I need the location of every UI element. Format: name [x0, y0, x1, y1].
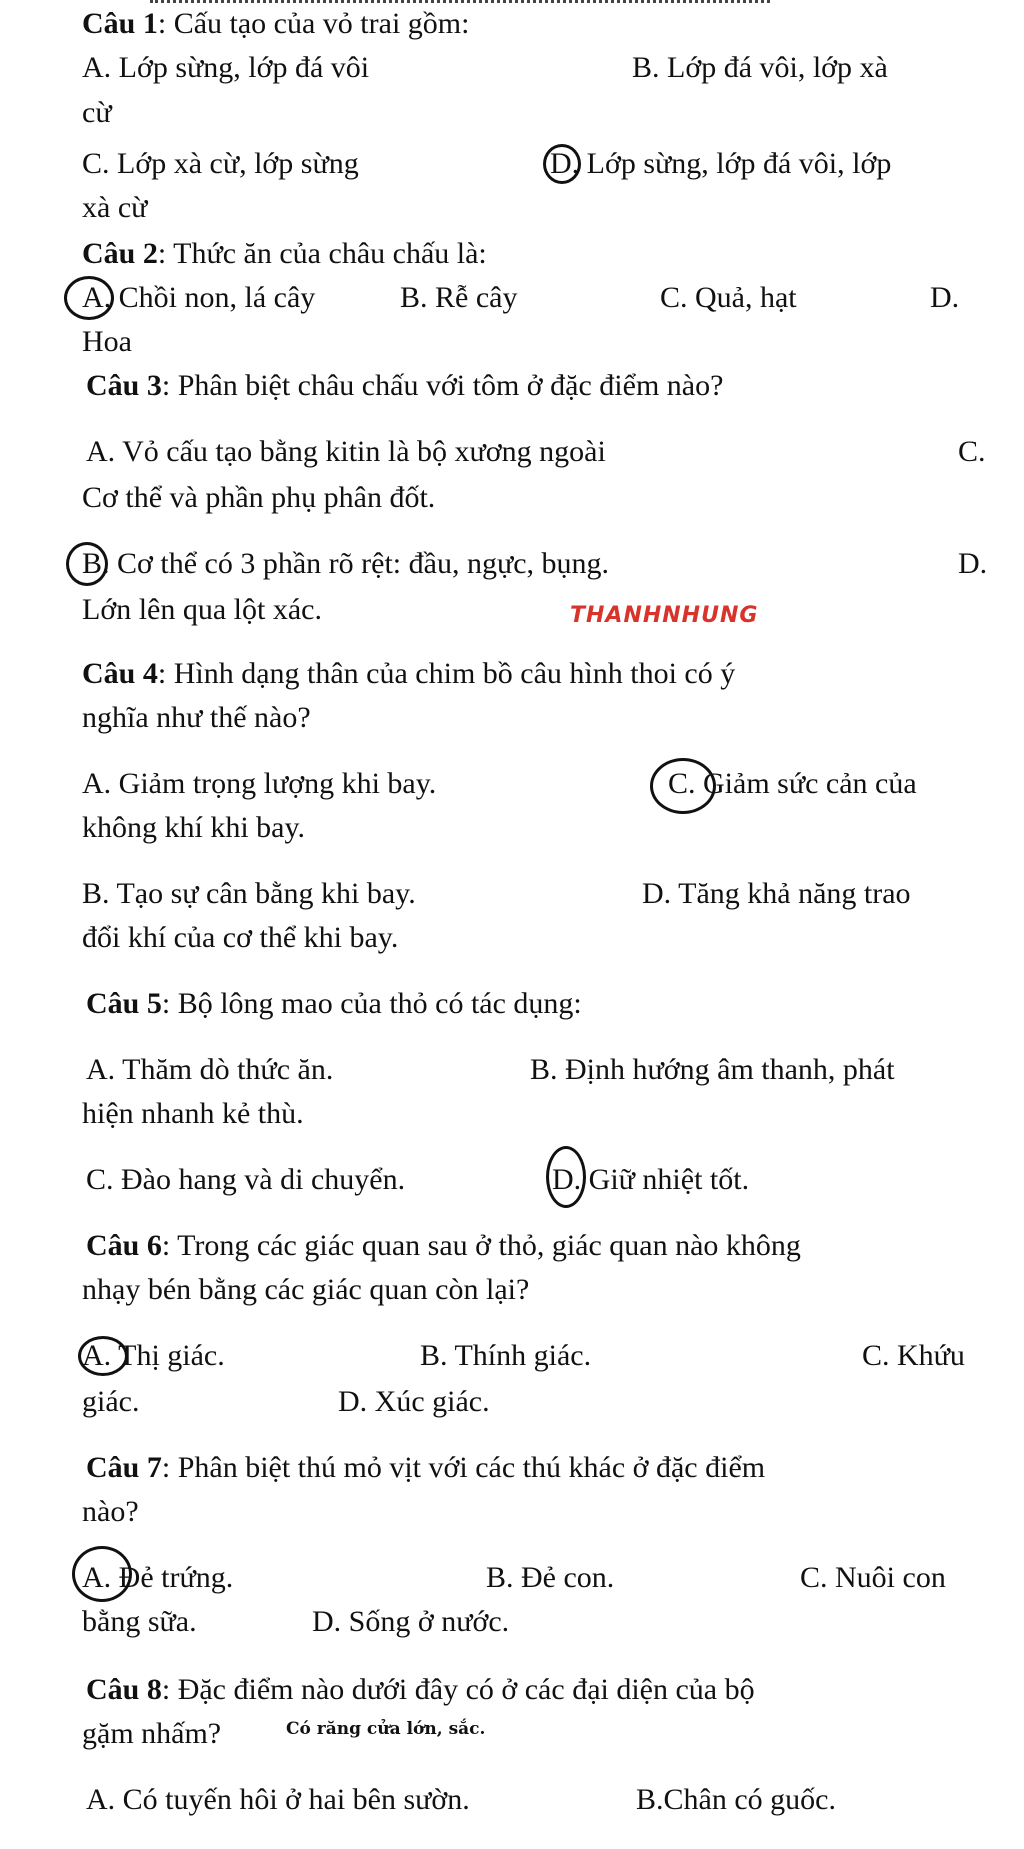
question-label: Câu 1	[82, 7, 158, 40]
option-d: D. Giữ nhiệt tốt.	[552, 1163, 750, 1196]
option-c: C. Lớp xà cừ, lớp sừng	[82, 147, 359, 180]
option-b: B. Tạo sự cân bằng khi bay.	[82, 877, 416, 910]
handwritten-note: Có răng cửa lớn, sắc.	[286, 1719, 486, 1739]
option-c: C. Giảm sức cản của	[668, 767, 917, 800]
answer-circle	[64, 276, 114, 320]
answer-circle	[543, 144, 581, 184]
option-c: C.	[958, 435, 986, 468]
option-a: A. Thăm dò thức ăn.	[86, 1053, 334, 1086]
option-d-continued: đổi khí của cơ thể khi bay.	[82, 921, 399, 954]
option-b: B. Cơ thể có 3 phần rõ rệt: đầu, ngực, bụng.	[82, 547, 610, 580]
answer-circle	[78, 1336, 128, 1376]
question-text-continued: nghĩa như thế nào?	[82, 701, 311, 734]
option-d: D. Lớp sừng, lớp đá vôi, lớp	[550, 147, 892, 180]
option-d: D.	[930, 281, 960, 314]
option-b: B. Thính giác.	[420, 1339, 592, 1372]
option-d: D. Xúc giác.	[338, 1385, 490, 1418]
option-b: B. Đẻ con.	[486, 1561, 615, 1594]
question-label: Câu 4	[82, 657, 158, 690]
question-text: : Hình dạng thân của chim bồ câu hình thoi có ý	[157, 657, 736, 690]
option-c: C. Nuôi con	[800, 1561, 946, 1594]
option-c-continued: Cơ thể và phần phụ phân đốt.	[82, 481, 436, 514]
option-a: A. Giảm trọng lượng khi bay.	[82, 767, 437, 800]
question-label: Câu 6	[86, 1229, 162, 1262]
option-a: A. Thị giác.	[82, 1339, 225, 1372]
question-label: Câu 5	[86, 987, 162, 1020]
option-b: B.Chân có guốc.	[636, 1783, 836, 1816]
answer-circle	[650, 758, 716, 814]
question-text: : Trong các giác quan sau ở thỏ, giác quan nào không	[161, 1229, 801, 1262]
option-b-continued: hiện nhanh kẻ thù.	[82, 1097, 304, 1130]
option-c: C. Đào hang và di chuyển.	[86, 1163, 406, 1196]
option-c: C. Quả, hạt	[660, 281, 797, 314]
question-text-continued: nhạy bén bằng các giác quan còn lại?	[82, 1273, 530, 1306]
option-d-continued: Lớn lên qua lột xác.	[82, 593, 322, 626]
option-d: D. Tăng khả năng trao	[642, 877, 911, 910]
option-c-continued: không khí khi bay.	[82, 811, 306, 844]
option-a: A. Vỏ cấu tạo bằng kitin là bộ xương ngoài	[86, 435, 606, 468]
question-label: Câu 7	[86, 1451, 162, 1484]
option-a: A. Lớp sừng, lớp đá vôi	[82, 51, 370, 84]
option-d: D. Sống ở nước.	[312, 1605, 510, 1638]
watermark: THANHNHUNG	[570, 603, 759, 628]
question-text: : Thức ăn của châu chấu là:	[157, 237, 487, 270]
option-d: D.	[958, 547, 988, 580]
option-b: B. Lớp đá vôi, lớp xà	[632, 51, 888, 84]
question-text-continued: gặm nhấm?	[82, 1717, 222, 1750]
option-a: A. Đẻ trứng.	[82, 1561, 234, 1594]
option-d-continued: xà cừ	[82, 191, 148, 224]
option-b: B. Định hướng âm thanh, phát	[530, 1053, 895, 1086]
question-text: : Phân biệt châu chấu với tôm ở đặc điểm nào?	[161, 369, 724, 402]
answer-circle	[72, 1546, 132, 1602]
option-b-continued: cừ	[82, 96, 112, 129]
option-c-continued: giác.	[82, 1385, 140, 1418]
question-text: : Đặc điểm nào dưới đây có ở các đại diện của bộ	[161, 1673, 755, 1706]
question-label: Câu 3	[86, 369, 162, 402]
answer-circle	[546, 1146, 586, 1208]
option-d-continued: Hoa	[82, 325, 132, 358]
option-a: A. Có tuyến hôi ở hai bên sườn.	[86, 1783, 470, 1816]
question-label: Câu 8	[86, 1673, 162, 1706]
question-label: Câu 2	[82, 237, 158, 270]
question-text: : Bộ lông mao của thỏ có tác dụng:	[161, 987, 582, 1020]
question-text-continued: nào?	[82, 1495, 139, 1528]
question-text: : Phân biệt thú mỏ vịt với các thú khác ở đặc điểm	[161, 1451, 766, 1484]
option-b: B. Rễ cây	[400, 281, 518, 314]
option-c: C. Khứu	[862, 1339, 965, 1372]
answer-circle	[66, 542, 108, 586]
option-c-continued: bằng sữa.	[82, 1605, 197, 1638]
option-a: A. Chồi non, lá cây	[82, 281, 316, 314]
question-text: : Cấu tạo của vỏ trai gồm:	[157, 7, 470, 40]
